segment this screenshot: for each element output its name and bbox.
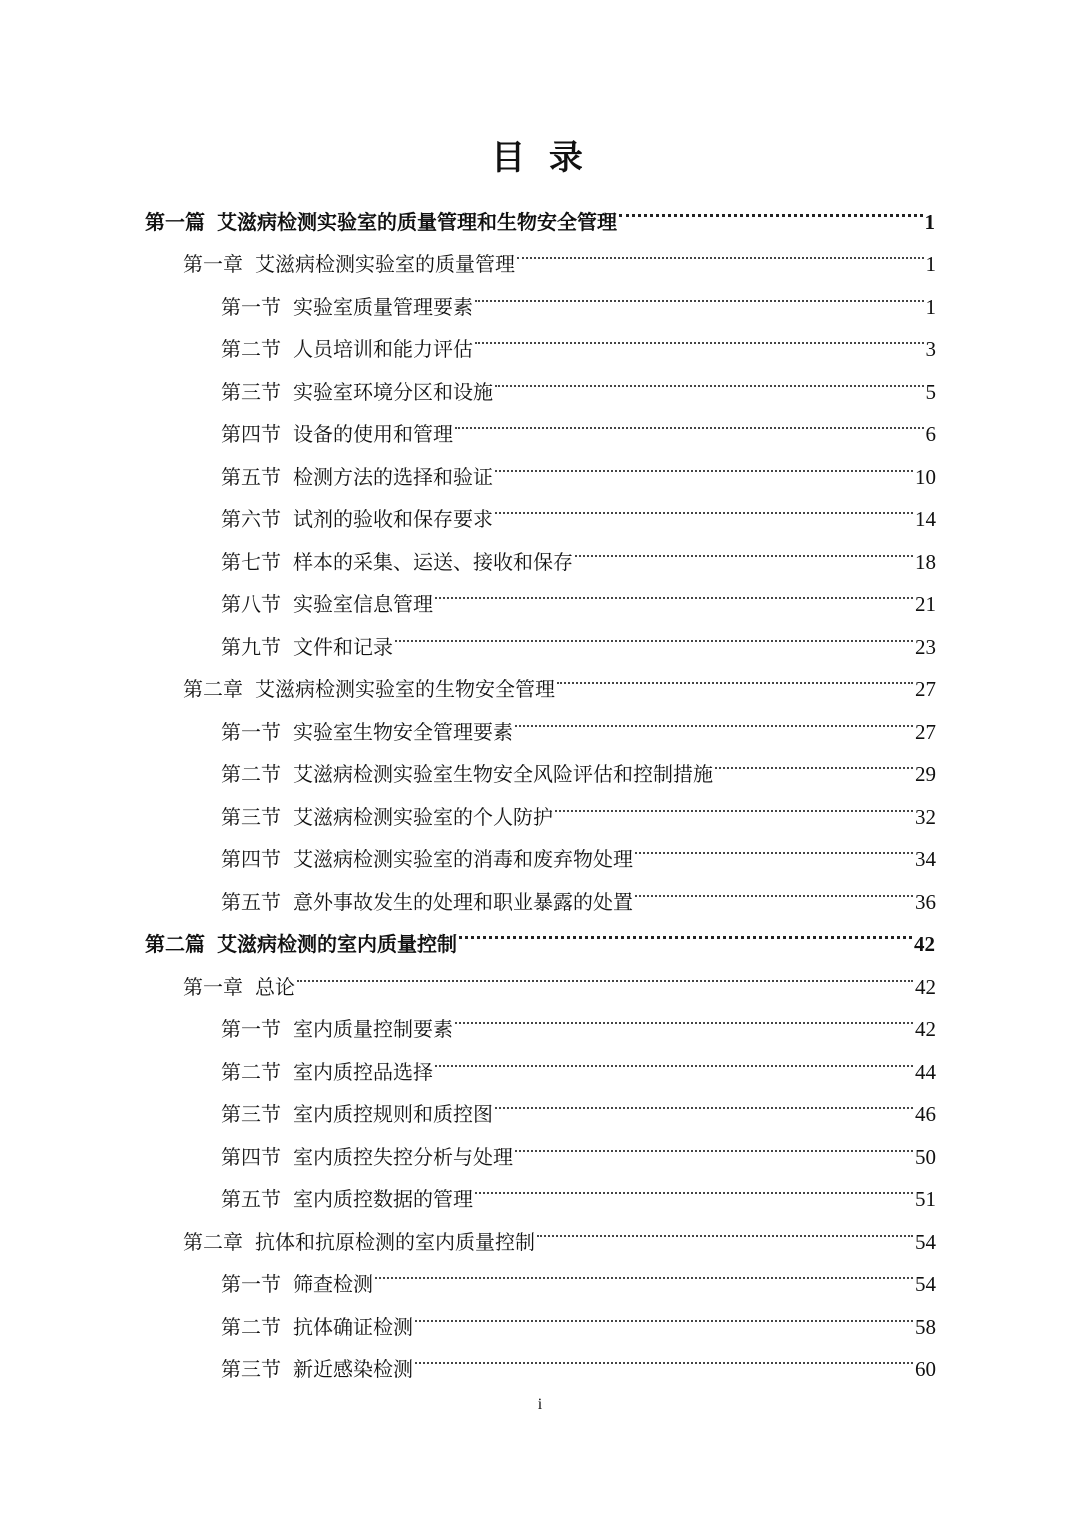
toc-entry-section[interactable] xyxy=(0,866,1080,914)
toc-entry-section[interactable] xyxy=(0,739,1080,786)
toc-entry-label: 第五节 xyxy=(221,1187,281,1211)
toc-entry-title: 艾滋病检测实验室的个人防护 xyxy=(293,804,553,829)
toc-entry-label: 第二篇 xyxy=(145,932,205,956)
toc-entry-page-number: 27 xyxy=(915,719,936,744)
dot-leader xyxy=(297,951,913,994)
toc-entry-title: 检测方法的选择和验证 xyxy=(293,464,493,489)
dot-leader xyxy=(415,1334,913,1377)
toc-entry-label: 第三节 xyxy=(221,379,281,404)
toc-entry-label: 第一篇 xyxy=(145,209,205,234)
dot-leader xyxy=(395,611,913,654)
toc-entry-title: 试剂的验收和保存要求 xyxy=(293,507,493,531)
toc-entry-title: 意外事故发生的处理和职业暴露的处置 xyxy=(293,889,633,914)
toc-entry-title: 艾滋病检测实验室生物安全风险评估和控制措施 xyxy=(293,762,713,786)
toc-entry-section[interactable] xyxy=(0,526,1080,574)
toc-entry-chapter[interactable] xyxy=(0,1206,1080,1254)
toc-entry-chapter[interactable] xyxy=(0,654,1080,701)
toc-entry-label: 第三节 xyxy=(221,1357,281,1381)
toc-entry-section[interactable] xyxy=(0,1036,1080,1084)
dot-leader xyxy=(537,1206,913,1249)
dot-leader xyxy=(517,229,924,272)
toc-entry-label: 第二节 xyxy=(221,1059,281,1084)
dot-leader xyxy=(555,781,913,824)
toc-entry-label: 第一节 xyxy=(221,1272,281,1296)
toc-entry-label: 第六节 xyxy=(221,507,281,531)
dot-leader xyxy=(475,1164,913,1207)
toc-entry-title: 室内质控品选择 xyxy=(293,1059,433,1084)
toc-entry-page-number: 23 xyxy=(915,634,936,659)
toc-entry-section[interactable] xyxy=(0,441,1080,489)
dot-leader xyxy=(375,1249,913,1292)
toc-entry-title: 室内质控数据的管理 xyxy=(293,1187,473,1211)
toc-entry-page-number: 42 xyxy=(915,974,936,999)
toc-entry-section[interactable] xyxy=(0,824,1080,871)
toc-entry-chapter[interactable] xyxy=(0,951,1080,999)
toc-entry-label: 第一章 xyxy=(183,252,243,276)
toc-entry-label: 第八节 xyxy=(221,592,281,616)
toc-entry-title: 样本的采集、运送、接收和保存 xyxy=(293,549,573,574)
toc-entry-page-number: 10 xyxy=(915,464,936,489)
toc-entry-label: 第四节 xyxy=(221,847,281,871)
toc-entry-label: 第二节 xyxy=(221,337,281,361)
dot-leader xyxy=(635,866,913,909)
toc-entry-title: 实验室生物安全管理要素 xyxy=(293,719,513,744)
dot-leader xyxy=(635,824,913,867)
dot-leader xyxy=(495,1079,913,1122)
toc-entry-title: 抗体和抗原检测的室内质量控制 xyxy=(255,1229,535,1254)
dot-leader xyxy=(515,696,913,739)
toc-entry-label: 第五节 xyxy=(221,464,281,489)
toc-entry-page-number: 46 xyxy=(915,1102,936,1126)
toc-entry-title: 艾滋病检测的室内质量控制 xyxy=(217,932,457,956)
toc-entry-label: 第一节 xyxy=(221,1017,281,1041)
toc-entry-page-number: 1 xyxy=(924,209,935,234)
toc-entry-title: 抗体确证检测 xyxy=(293,1314,413,1339)
toc-entry-section[interactable] xyxy=(0,696,1080,744)
toc-entry-page-number: 54 xyxy=(915,1272,936,1296)
toc-entry-title: 人员培训和能力评估 xyxy=(293,337,473,361)
dot-leader xyxy=(495,441,913,484)
toc-entry-page-number: 1 xyxy=(925,294,936,319)
toc-entry-section[interactable] xyxy=(0,1334,1080,1381)
toc-entry-page-number: 54 xyxy=(915,1229,936,1254)
dot-leader xyxy=(495,484,913,527)
table-of-contents xyxy=(0,186,1080,1381)
dot-leader xyxy=(475,271,924,314)
toc-entry-label: 第四节 xyxy=(221,422,281,446)
dot-leader xyxy=(619,186,923,229)
toc-entry-label: 第二章 xyxy=(183,677,243,701)
toc-entry-label: 第一章 xyxy=(183,974,243,999)
page-number: i xyxy=(537,1396,543,1413)
toc-entry-label: 第五节 xyxy=(221,889,281,914)
toc-entry-section[interactable] xyxy=(0,1249,1080,1296)
toc-entry-page-number: 42 xyxy=(914,932,935,956)
toc-entry-section[interactable] xyxy=(0,994,1080,1041)
toc-entry-label: 第三节 xyxy=(221,804,281,829)
dot-leader xyxy=(455,994,913,1037)
dot-leader xyxy=(415,1291,913,1334)
toc-entry-title: 实验室质量管理要素 xyxy=(293,294,473,319)
toc-entry-section[interactable] xyxy=(0,314,1080,361)
toc-entry-section[interactable] xyxy=(0,1291,1080,1339)
toc-entry-label: 第二章 xyxy=(183,1229,243,1254)
dot-leader xyxy=(515,1121,913,1164)
toc-entry-title: 艾滋病检测实验室的质量管理 xyxy=(255,252,515,276)
toc-entry-section[interactable] xyxy=(0,1121,1080,1169)
toc-entry-section[interactable] xyxy=(0,1164,1080,1211)
toc-entry-part[interactable] xyxy=(0,186,1080,234)
toc-entry-page-number: 6 xyxy=(925,422,936,446)
toc-entry-label: 第四节 xyxy=(221,1144,281,1169)
toc-entry-title: 室内质控规则和质控图 xyxy=(293,1102,493,1126)
toc-entry-label: 第九节 xyxy=(221,634,281,659)
toc-entry-section[interactable] xyxy=(0,399,1080,446)
toc-entry-section[interactable] xyxy=(0,356,1080,404)
toc-entry-page-number: 21 xyxy=(915,592,936,616)
toc-entry-page-number: 60 xyxy=(915,1357,936,1381)
toc-entry-label: 第三节 xyxy=(221,1102,281,1126)
toc-entry-page-number: 5 xyxy=(925,379,936,404)
toc-entry-page-number: 3 xyxy=(925,337,936,361)
dot-leader xyxy=(435,569,913,612)
toc-entry-page-number: 51 xyxy=(915,1187,936,1211)
dot-leader xyxy=(575,526,913,569)
toc-entry-section[interactable] xyxy=(0,569,1080,616)
toc-entry-section[interactable] xyxy=(0,484,1080,531)
toc-entry-title: 艾滋病检测实验室的质量管理和生物安全管理 xyxy=(217,209,617,234)
toc-entry-page-number: 1 xyxy=(925,252,936,276)
dot-leader xyxy=(435,1036,913,1079)
toc-entry-page-number: 42 xyxy=(915,1017,936,1041)
toc-entry-page-number: 32 xyxy=(915,804,936,829)
toc-entry-page-number: 58 xyxy=(915,1314,936,1339)
toc-entry-page-number: 34 xyxy=(915,847,936,871)
toc-entry-label: 第一节 xyxy=(221,294,281,319)
toc-entry-section[interactable] xyxy=(0,611,1080,659)
toc-entry-part[interactable] xyxy=(0,909,1080,956)
toc-entry-page-number: 27 xyxy=(915,677,936,701)
toc-entry-section[interactable] xyxy=(0,781,1080,829)
page-title: 目 录 xyxy=(491,138,589,178)
toc-entry-title: 艾滋病检测实验室的消毒和废弃物处理 xyxy=(293,847,633,871)
toc-entry-title: 艾滋病检测实验室的生物安全管理 xyxy=(255,677,555,701)
toc-entry-title: 文件和记录 xyxy=(293,634,393,659)
toc-entry-title: 室内质控失控分析与处理 xyxy=(293,1144,513,1169)
toc-entry-page-number: 36 xyxy=(915,889,936,914)
toc-entry-label: 第七节 xyxy=(221,549,281,574)
toc-entry-title: 新近感染检测 xyxy=(293,1357,413,1381)
dot-leader xyxy=(475,314,924,357)
toc-entry-label: 第二节 xyxy=(221,1314,281,1339)
toc-entry-title: 实验室信息管理 xyxy=(293,592,433,616)
toc-entry-title: 室内质量控制要素 xyxy=(293,1017,453,1041)
dot-leader xyxy=(557,654,913,697)
toc-entry-page-number: 50 xyxy=(915,1144,936,1169)
dot-leader xyxy=(715,739,913,782)
toc-entry-page-number: 14 xyxy=(915,507,936,531)
dot-leader xyxy=(455,399,924,442)
toc-entry-chapter[interactable] xyxy=(0,229,1080,276)
toc-entry-section[interactable] xyxy=(0,271,1080,319)
toc-entry-label: 第一节 xyxy=(221,719,281,744)
toc-entry-section[interactable] xyxy=(0,1079,1080,1126)
toc-entry-page-number: 44 xyxy=(915,1059,936,1084)
dot-leader xyxy=(459,909,912,952)
toc-entry-label: 第二节 xyxy=(221,762,281,786)
dot-leader xyxy=(495,356,924,399)
toc-entry-title: 总论 xyxy=(255,974,295,999)
toc-entry-page-number: 29 xyxy=(915,762,936,786)
toc-entry-title: 设备的使用和管理 xyxy=(293,422,453,446)
toc-entry-title: 筛查检测 xyxy=(293,1272,373,1296)
toc-entry-page-number: 18 xyxy=(915,549,936,574)
toc-entry-title: 实验室环境分区和设施 xyxy=(293,379,493,404)
